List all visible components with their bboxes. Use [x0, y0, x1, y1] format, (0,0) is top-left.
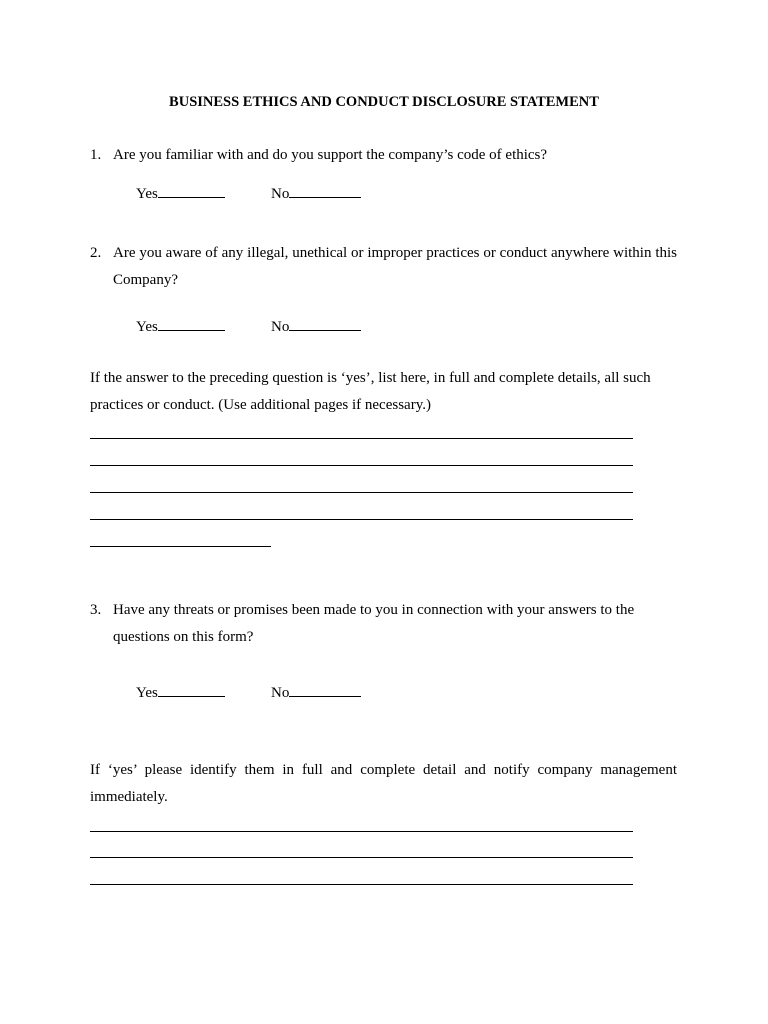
answer-line-4[interactable]	[90, 519, 633, 520]
no-label: No	[271, 685, 290, 701]
followup-1-instructions: If the answer to the preceding question is ‘yes’, list here, in full and complete details, all such practices or conduct. (Use additional pages if necessary.)	[90, 370, 651, 413]
answer-line-7[interactable]	[90, 857, 633, 858]
no-blank-line[interactable]	[289, 682, 361, 697]
answer-line-8[interactable]	[90, 884, 633, 885]
question-1-yes-answer[interactable]	[136, 183, 225, 203]
answer-line-3[interactable]	[90, 492, 633, 493]
question-3-yes-answer[interactable]	[136, 682, 225, 702]
yes-blank-line[interactable]	[158, 183, 225, 198]
question-2-yes-answer[interactable]	[136, 316, 225, 336]
question-2-number: 2.	[90, 245, 102, 261]
followup-2-instructions: If ‘yes’ please identify them in full and complete detail and notify company management immediately.	[90, 762, 677, 805]
yes-blank-line[interactable]	[158, 682, 225, 697]
yes-blank-line[interactable]	[158, 316, 225, 331]
yes-label: Yes	[136, 186, 158, 202]
answer-line-1[interactable]	[90, 438, 633, 439]
question-3-number: 3.	[90, 602, 102, 618]
question-1-number: 1.	[90, 147, 102, 163]
question-1-no-answer[interactable]	[271, 183, 361, 203]
document-title: BUSINESS ETHICS AND CONDUCT DISCLOSURE STATEMENT	[169, 94, 599, 110]
question-3-text: Have any threats or promises been made to you in connection with your answers to the questions on this form?	[113, 602, 635, 645]
answer-line-2[interactable]	[90, 465, 633, 466]
question-2-text: Are you aware of any illegal, unethical or improper practices or conduct anywhere within this Company?	[113, 245, 677, 288]
answer-line-6[interactable]	[90, 831, 633, 832]
question-1-text: Are you familiar with and do you support the company’s code of ethics?	[113, 147, 548, 163]
question-3-no-answer[interactable]	[271, 682, 361, 702]
no-label: No	[271, 186, 290, 202]
no-blank-line[interactable]	[289, 316, 361, 331]
question-2-no-answer[interactable]	[271, 316, 361, 336]
answer-line-5[interactable]	[90, 546, 271, 547]
no-label: No	[271, 319, 290, 335]
yes-label: Yes	[136, 685, 158, 701]
yes-label: Yes	[136, 319, 158, 335]
no-blank-line[interactable]	[289, 183, 361, 198]
